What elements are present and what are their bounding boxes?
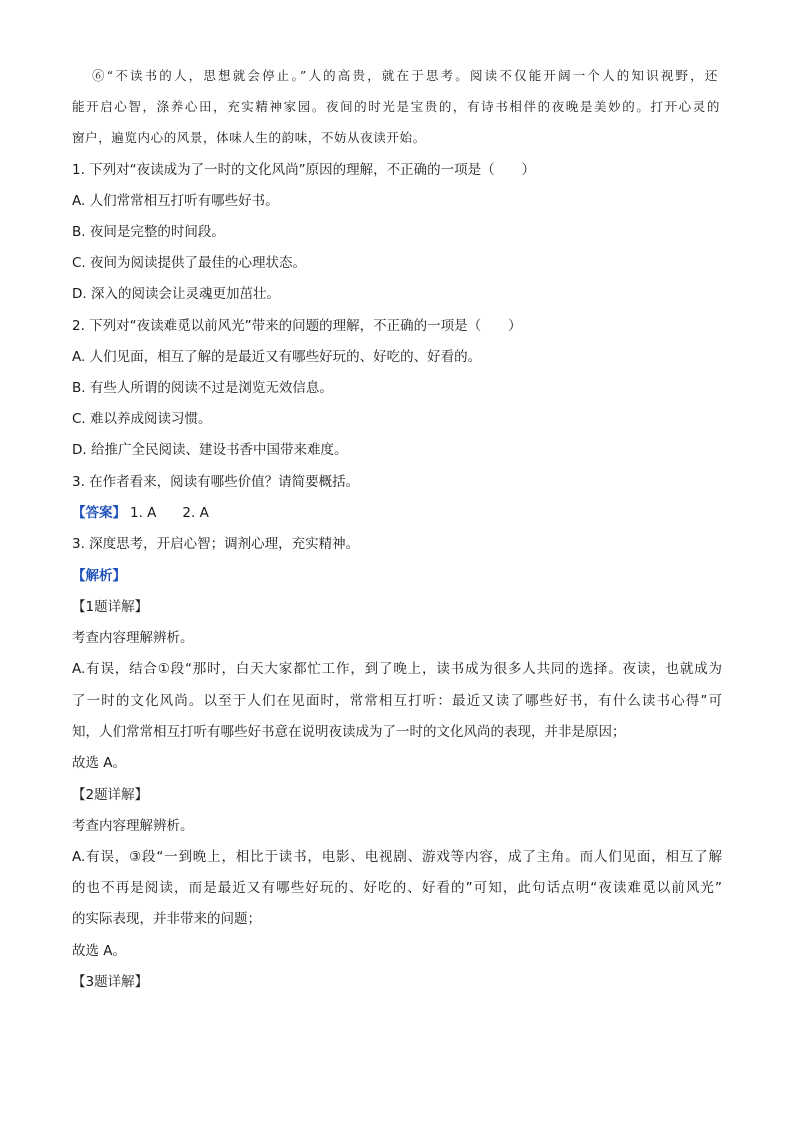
detail-1-line-3: 知，人们常常相互打听有哪些好书意在说明夜读成为了一时的文化风尚的表现，并非是原因； xyxy=(72,724,626,740)
question-1-option-b: B. 夜间是完整的时间段。 xyxy=(72,224,225,240)
question-1-option-d: D. 深入的阅读会让灵魂更加茁壮。 xyxy=(72,286,280,302)
question-1-option-a: A. 人们常常相互打听有哪些好书。 xyxy=(72,193,279,209)
detail-1-title: 【1题详解】 xyxy=(72,599,149,615)
detail-3-title: 【3题详解】 xyxy=(72,974,149,990)
question-2-stem: 2. 下列对“夜读难觅以前风光”带来的问题的理解，不正确的一项是（ ） xyxy=(72,318,522,334)
answer-line xyxy=(72,503,209,523)
question-2-option-c: C. 难以养成阅读习惯。 xyxy=(72,411,212,427)
detail-2-line-1: A.有误，③段“一到晚上，相比于读书，电影、电视剧、游戏等内容，成了主角。而人们见面，相互了解 xyxy=(72,849,722,865)
detail-2-conclusion: 故选 A。 xyxy=(72,943,127,959)
detail-2-line-2: 的也不再是阅读，而是最近又有哪些好玩的、好吃的、好看的”可知，此句话点明“夜读难觅以前风光” xyxy=(72,880,722,896)
question-1-option-c: C. 夜间为阅读提供了最佳的心理状态。 xyxy=(72,255,307,271)
passage-line-3: 窗户，遍览内心的风景，体味人生的韵味，不妨从夜读开始。 xyxy=(72,130,426,145)
question-1-stem: 1. 下列对“夜读成为了一时的文化风尚”原因的理解，不正确的一项是（ ） xyxy=(72,162,536,178)
passage-line-2: 能开启心智，涤养心田，充实精神家园。夜间的时光是宝贵的，有诗书相伴的夜晚是美妙的。打开心灵的 xyxy=(72,99,720,114)
question-3-stem: 3. 在作者看来，阅读有哪些价值？请简要概括。 xyxy=(72,474,360,490)
detail-1-conclusion: 故选 A。 xyxy=(72,755,127,771)
answer-tag: 【答案】 xyxy=(72,505,126,521)
detail-2-line-3: 的实际表现，并非带来的问题； xyxy=(72,911,261,927)
question-2-option-b: B. 有些人所谓的阅读不过是浏览无效信息。 xyxy=(72,380,333,396)
detail-2-title: 【2题详解】 xyxy=(72,787,149,803)
question-2-option-a: A. 人们见面，相互了解的是最近又有哪些好玩的、好吃的、好看的。 xyxy=(72,349,482,365)
detail-1-line-1: A.有误，结合①段“那时，白天大家都忙工作，到了晚上，读书成为很多人共同的选择。夜读，也就成为 xyxy=(72,661,722,677)
detail-1-intro: 考查内容理解辨析。 xyxy=(72,630,194,646)
answer-3: 3. 深度思考，开启心智；调剂心理，充实精神。 xyxy=(72,536,360,552)
answer-1: 1. A xyxy=(130,505,157,521)
detail-2-intro: 考查内容理解辨析。 xyxy=(72,818,194,834)
question-2-option-d: D. 给推广全民阅读、建设书香中国带来难度。 xyxy=(72,442,348,458)
answer-2: 2. A xyxy=(182,505,209,521)
passage-line-1: ⑥“不读书的人，思想就会停止。”人的高贵，就在于思考。阅读不仅能开阔一个人的知识视野，还 xyxy=(92,68,718,83)
analysis-tag: 【解析】 xyxy=(72,568,126,584)
detail-1-line-2: 了一时的文化风尚。以至于人们在见面时，常常相互打听：最近又读了哪些好书，有什么读书心得”可 xyxy=(72,693,722,709)
